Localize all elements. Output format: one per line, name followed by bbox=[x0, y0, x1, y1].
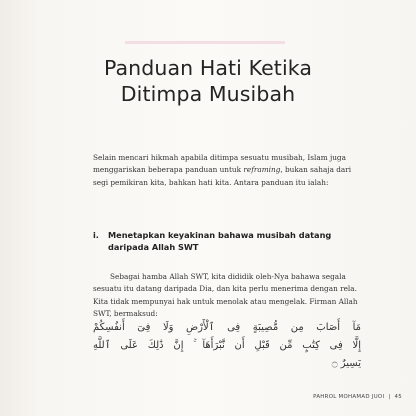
intro-italic-term: reframing bbox=[243, 165, 281, 175]
quran-verse-line3: يَسِيرٌ ۝ bbox=[331, 358, 361, 369]
section-heading-text: Menetapkan keyakinan bahawa musibah datang daripada Allah SWT bbox=[108, 230, 332, 252]
footer-separator: | bbox=[388, 394, 391, 400]
quran-verse-line2: إِلَّا فِى كِتَٰبٍ مِّن قَبْلِ أَن نَّبْرَأَهَآ ۚ إِنَّ ذَٰلِكَ عَلَى ٱللَّهِ bbox=[93, 340, 361, 351]
intro-paragraph bbox=[93, 152, 361, 189]
page-footer bbox=[313, 394, 402, 400]
section-body-paragraph: Sebagai hamba Allah SWT, kita dididik oleh-Nya bahawa segala sesuatu itu datang daripada Dia, dan kita perlu menerima dengan rela. Kita tidak mempunyai hak untuk menolak atau mengelak. Firman Allah SWT, bermaksud: bbox=[93, 272, 358, 319]
footer-page-number: 45 bbox=[394, 394, 402, 400]
intro-text-part1: Selain mencari hikmah apabila ditimpa sesuatu musibah, Islam juga menggariskan beberapa panduan untuk bbox=[93, 153, 346, 175]
footer-author: PAHROL MOHAMAD JUOI bbox=[313, 394, 385, 400]
section-number: i. bbox=[93, 230, 99, 240]
chapter-title-line2: Ditimpa Musibah bbox=[120, 82, 296, 106]
chapter-title-line1: Panduan Hati Ketika bbox=[103, 56, 313, 80]
section-heading bbox=[93, 229, 361, 253]
quran-verse-line1: مَآ أَصَابَ مِن مُّصِيبَةٍ فِى ٱلْأَرْضِ وَلَا فِىٓ أَنفُسِكُمْ bbox=[93, 322, 361, 333]
intro-text-part2: , bukan sahaja dari segi pemikiran kita, bahkan hati kita. Antara panduan itu ialah: bbox=[93, 165, 352, 187]
decorative-strip bbox=[125, 41, 285, 44]
